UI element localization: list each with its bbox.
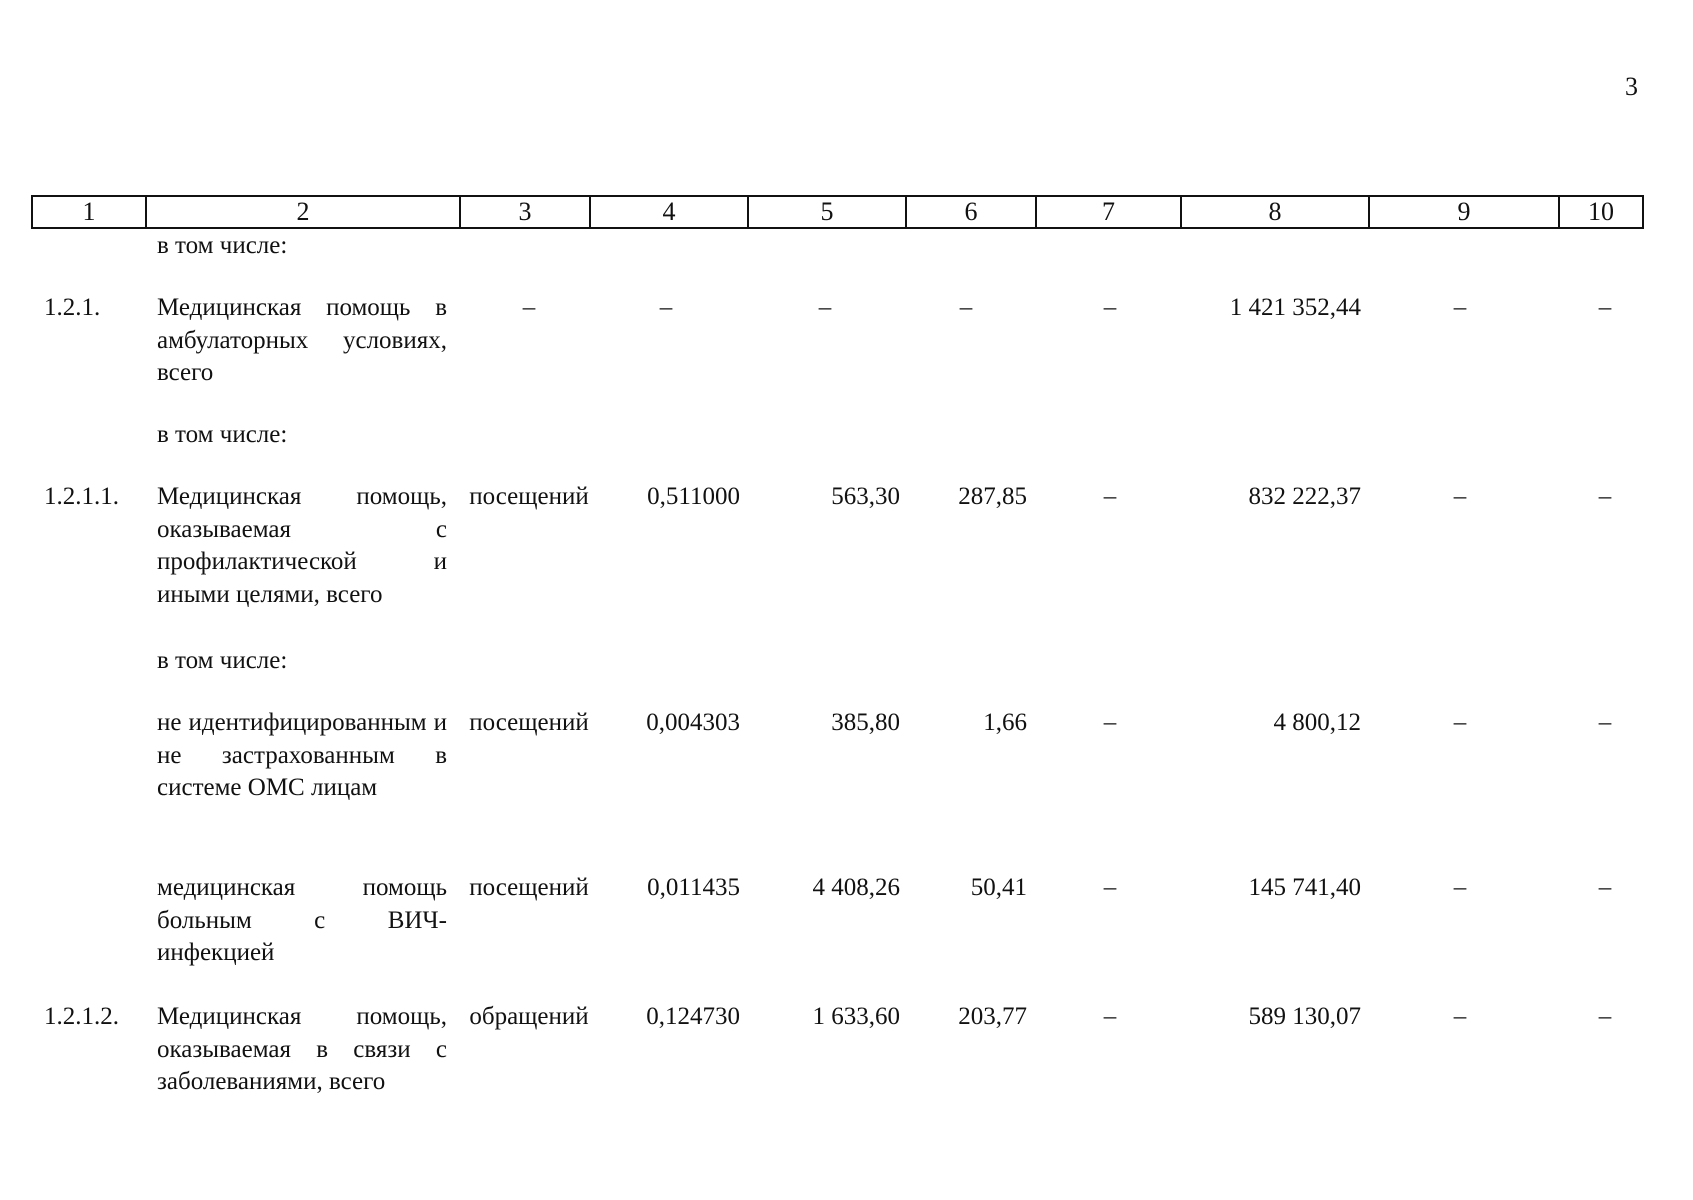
col-4-value: 0,011435 xyxy=(647,874,740,901)
col-9-value: – xyxy=(1453,874,1467,901)
col-5-value: – xyxy=(818,294,832,321)
page-number: 3 xyxy=(1625,72,1638,101)
col-8-value: 145 741,40 xyxy=(1248,874,1361,901)
header-cell-2: 2 xyxy=(147,197,461,227)
col-6-value: 203,77 xyxy=(958,1003,1027,1030)
row-name: медицинская помощь больным с ВИЧ-инфекцией xyxy=(157,874,447,966)
col-6-value: 1,66 xyxy=(983,709,1027,736)
row-name: Медицинская помощь, оказываемая с профилактической и иными целями, всего xyxy=(157,483,447,608)
header-cell-5: 5 xyxy=(749,197,907,227)
col-10-value: – xyxy=(1598,483,1612,510)
col-4-value: 0,004303 xyxy=(646,709,740,736)
row-unit: посещений xyxy=(469,874,589,901)
col-7-value: – xyxy=(1103,1003,1117,1030)
header-cell-1: 1 xyxy=(33,197,147,227)
col-10-value: – xyxy=(1598,294,1612,321)
row-unit: посещений xyxy=(469,709,589,736)
col-8-value: 832 222,37 xyxy=(1248,483,1361,510)
col-5-value: 385,80 xyxy=(831,709,900,736)
subtotal-label: в том числе: xyxy=(157,421,288,448)
col-6-value: – xyxy=(959,294,973,321)
col-7-value: – xyxy=(1103,483,1117,510)
col-8-value: 589 130,07 xyxy=(1248,1003,1361,1030)
col-5-value: 4 408,26 xyxy=(812,874,900,901)
header-cell-3: 3 xyxy=(461,197,591,227)
col-9-value: – xyxy=(1453,294,1467,321)
subtotal-label: в том числе: xyxy=(157,232,288,259)
table-header-row xyxy=(31,195,1644,229)
col-4-value: – xyxy=(659,294,673,321)
col-8-value: 1 421 352,44 xyxy=(1229,294,1361,321)
col-10-value: – xyxy=(1598,709,1612,736)
col-10-value: – xyxy=(1598,874,1612,901)
col-6-value: 287,85 xyxy=(958,483,1027,510)
header-cell-4: 4 xyxy=(591,197,749,227)
row-number: 1.2.1.1. xyxy=(44,483,119,510)
row-unit: посещений xyxy=(469,483,589,510)
col-7-value: – xyxy=(1103,874,1117,901)
col-9-value: – xyxy=(1453,709,1467,736)
header-cell-7: 7 xyxy=(1037,197,1182,227)
col-9-value: – xyxy=(1453,483,1467,510)
row-unit: обращений xyxy=(469,1003,589,1030)
header-cell-8: 8 xyxy=(1182,197,1370,227)
row-number: 1.2.1. xyxy=(44,294,101,321)
row-number: 1.2.1.2. xyxy=(44,1003,119,1030)
header-cell-9: 9 xyxy=(1370,197,1560,227)
col-9-value: – xyxy=(1453,1003,1467,1030)
row-name: Медицинская помощь, оказываемая в связи с заболеваниями, всего xyxy=(157,1003,447,1095)
col-6-value: 50,41 xyxy=(970,874,1027,901)
col-10-value: – xyxy=(1598,1003,1612,1030)
col-7-value: – xyxy=(1103,709,1117,736)
col-8-value: 4 800,12 xyxy=(1273,709,1361,736)
row-unit: – xyxy=(522,294,536,321)
subtotal-label: в том числе: xyxy=(157,647,288,674)
col-4-value: 0,124730 xyxy=(646,1003,740,1030)
row-name: не идентифицированным и не застрахованным в системе ОМС лицам xyxy=(157,709,447,801)
header-cell-10: 10 xyxy=(1588,197,1614,226)
col-5-value: 563,30 xyxy=(831,483,900,510)
header-cell-6: 6 xyxy=(907,197,1037,227)
col-5-value: 1 633,60 xyxy=(812,1003,900,1030)
col-7-value: – xyxy=(1103,294,1117,321)
row-name: Медицинская помощь в амбулаторных условиях, всего xyxy=(157,294,447,386)
col-4-value: 0,511000 xyxy=(647,483,740,510)
